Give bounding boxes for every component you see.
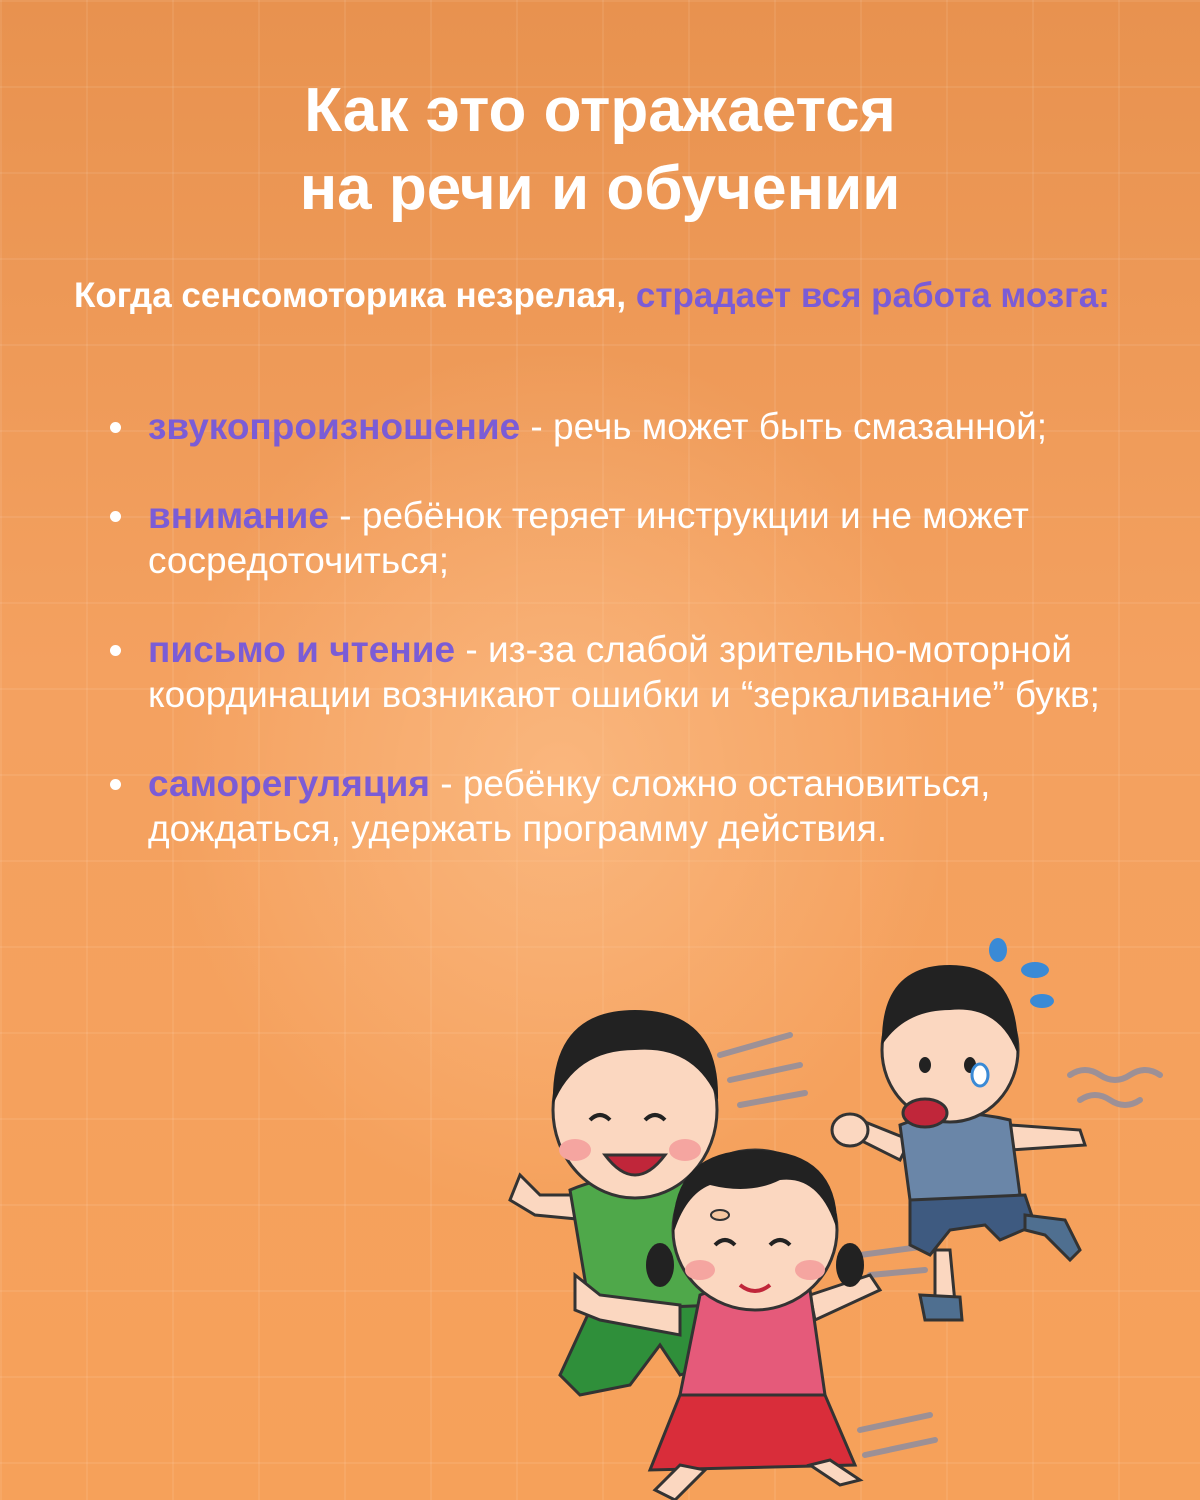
item-term: саморегуляция xyxy=(148,763,430,804)
item-separator: - xyxy=(520,406,554,447)
item-text: из-за слабой зрительно-моторной координации возникают ошибки и “зеркаливание” букв; xyxy=(148,629,1100,715)
title-line-1: Как это отражается xyxy=(304,76,896,145)
intro-plain: Когда сенсомоторика незрелая, xyxy=(74,276,636,315)
page-title xyxy=(0,72,1200,228)
boy-blue-figure xyxy=(832,965,1085,1320)
item-text: речь может быть смазанной; xyxy=(553,406,1048,447)
intro-accent: страдает вся работа мозга: xyxy=(635,276,1110,315)
item-term: внимание xyxy=(148,495,329,536)
item-text: ребёнку сложно остановиться, дождаться, удержать программу действия. xyxy=(148,763,991,849)
bullet-icon xyxy=(110,511,121,522)
item-separator: - xyxy=(328,495,362,536)
intro-text xyxy=(74,272,1134,320)
bullet-icon xyxy=(110,422,121,433)
effects-list xyxy=(110,404,1110,895)
list-item xyxy=(110,404,1110,449)
bullet-icon xyxy=(110,645,121,656)
bullet-icon xyxy=(110,779,121,790)
list-item xyxy=(110,761,1110,851)
item-text: ребёнок теряет инструкции и не может сосредоточиться; xyxy=(148,495,1029,581)
list-item xyxy=(110,493,1110,583)
item-term: звукопроизношение xyxy=(148,406,521,447)
item-separator: - xyxy=(429,763,463,804)
list-item xyxy=(110,627,1110,717)
item-separator: - xyxy=(455,629,488,670)
running-children-illustration xyxy=(480,925,1200,1500)
title-line-2: на речи и обучении xyxy=(299,154,901,223)
item-term: письмо и чтение xyxy=(148,629,456,670)
